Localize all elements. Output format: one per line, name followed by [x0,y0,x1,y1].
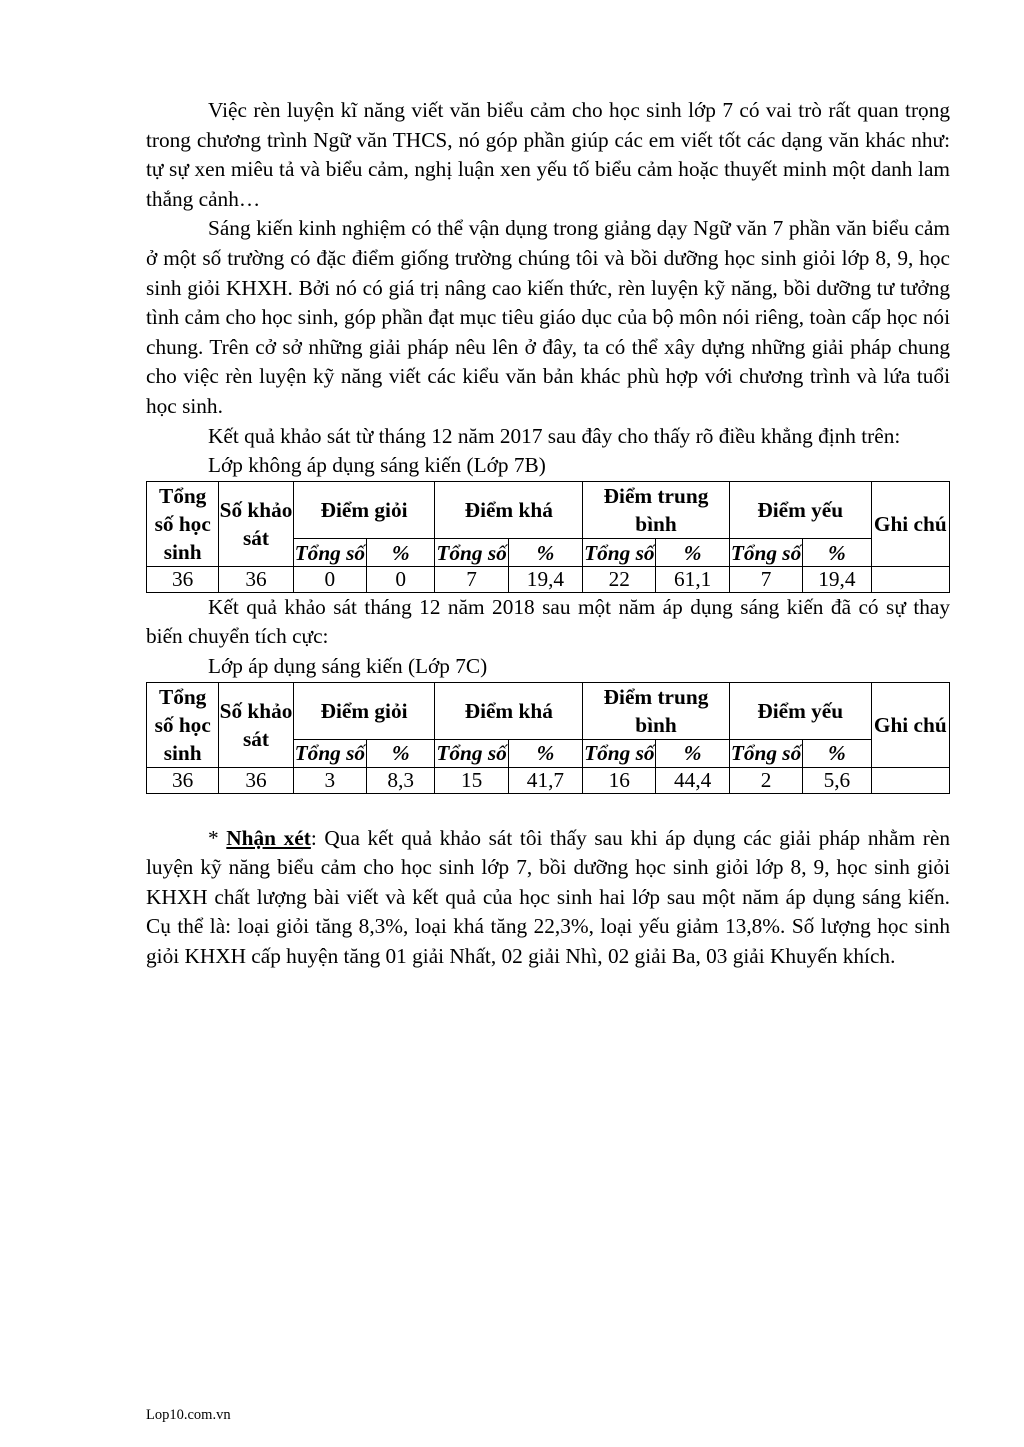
header-excellent: Điểm giỏi [293,682,435,740]
paragraph-remark [146,824,950,972]
subheader-total: Tổng số [730,540,802,565]
page-footer: Lop10.com.vn [146,1407,231,1423]
subheader-total: Tổng số [730,741,802,766]
paragraph-application: Sáng kiến kinh nghiệm có thể vận dụng trong giảng dạy Ngữ văn 7 phần văn biểu cảm ở một số trường có đặc điểm giống trường chúng tôi và bồi dưỡng học sinh giỏi lớp 8, 9, học sinh giỏi KHXH. Bởi nó có giá trị nâng cao kiến thức, rèn luyện kỹ năng, bồi dưỡng tư tưởng tình cảm cho học sinh, góp phần đạt mục tiêu giáo dục của bộ môn nói riêng, toàn cấp học nói chung. Trên cở sở những giải pháp nêu lên ở đây, ta có thể xây dựng những giải pháp chung cho việc rèn luyện kỹ năng viết các kiểu văn bản khác phù hợp với chương trình và lứa tuổi học sinh. [146,216,950,418]
results-table-7c [146,682,950,794]
subheader-percent: % [508,539,582,566]
subheader-total: Tổng số [584,540,655,565]
table-cell: 36 [147,767,219,793]
table1-caption: Lớp không áp dụng sáng kiến (Lớp 7B) [208,453,546,478]
results-table-7b [146,481,950,593]
table-cell: 0 [367,566,435,592]
table-cell [871,566,949,592]
header-average: Điểm trung bình [583,481,730,539]
paragraph-survey-2017: Kết quả khảo sát từ tháng 12 năm 2017 sau đây cho thấy rõ điều khẳng định trên: [208,423,901,448]
subheader-percent: % [803,740,871,767]
subheader-percent: % [656,539,729,566]
table-cell: 41,7 [508,767,582,793]
subheader-percent: % [367,740,435,767]
header-total-students: Tổng số học sinh [147,682,219,767]
subheader-total: Tổng số [436,741,507,766]
table-cell: 19,4 [508,566,582,592]
header-note: Ghi chú [871,481,949,566]
table-cell: 0 [293,566,366,592]
subheader-percent: % [367,539,435,566]
table-cell: 3 [293,767,366,793]
table-cell: 36 [219,566,293,592]
table-cell: 8,3 [367,767,435,793]
subheader-total: Tổng số [436,540,507,565]
document-page [146,96,950,971]
paragraph-intro: Việc rèn luyện kĩ năng viết văn biểu cảm cho học sinh lớp 7 có vai trò rất quan trọng trong chương trình Ngữ văn THCS, nó góp phần giúp các em viết tốt các dạng văn khác như: tự sự xen miêu tả và biểu cảm, nghị luận xen yếu tố biểu cảm hoặc thuyết minh một danh lam thắng cảnh… [146,98,950,211]
table-cell: 36 [219,767,293,793]
table-cell: 16 [583,767,656,793]
table-cell: 36 [147,566,219,592]
table-row [147,767,950,793]
subheader-percent: % [508,740,582,767]
table-row [147,566,950,592]
table-cell: 7 [729,566,802,592]
table-cell: 5,6 [803,767,871,793]
spacer [146,794,950,824]
header-good: Điểm khá [435,682,583,740]
table-cell: 7 [435,566,508,592]
remark-label: Nhận xét [226,825,311,850]
header-weak: Điểm yếu [729,481,871,539]
table-cell: 22 [583,566,656,592]
header-surveyed: Số khảo sát [219,481,293,566]
header-weak: Điểm yếu [729,682,871,740]
table-cell [871,767,949,793]
header-good: Điểm khá [435,481,583,539]
table-cell: 44,4 [656,767,729,793]
header-average: Điểm trung bình [583,682,730,740]
header-note: Ghi chú [871,682,949,767]
subheader-total: Tổng số [294,540,366,565]
subheader-total: Tổng số [294,741,366,766]
table2-caption: Lớp áp dụng sáng kiến (Lớp 7C) [208,653,488,678]
table-cell: 19,4 [803,566,871,592]
subheader-percent: % [803,539,871,566]
table-cell: 61,1 [656,566,729,592]
header-excellent: Điểm giỏi [293,481,435,539]
subheader-total: Tổng số [584,741,655,766]
subheader-percent: % [656,740,729,767]
header-surveyed: Số khảo sát [219,682,293,767]
table-cell: 2 [729,767,802,793]
paragraph-survey-2018: Kết quả khảo sát tháng 12 năm 2018 sau một năm áp dụng sáng kiến đã có sự thay biến chuyển tích cực: [146,594,950,649]
table-cell: 15 [435,767,508,793]
header-total-students: Tổng số học sinh [147,481,219,566]
remark-prefix: * [208,825,227,850]
remark-text: : Qua kết quả khảo sát tôi thấy sau khi áp dụng các giải pháp nhằm rèn luyện kỹ năng biểu cảm cho học sinh lớp 7, bồi dưỡng học sinh giỏi lớp 8, 9, học sinh giỏi KHXH chất lượng bài viết và kết quả của học sinh hai lớp sau một năm áp dụng sáng kiến. Cụ thể là: loại giỏi tăng 8,3%, loại khá tăng 22,3%, loại yếu giảm 13,8%. Số lượng học sinh giỏi KHXH cấp huyện tăng 01 giải Nhất, 02 giải Nhì, 02 giải Ba, 03 giải Khuyến khích. [146,825,950,968]
